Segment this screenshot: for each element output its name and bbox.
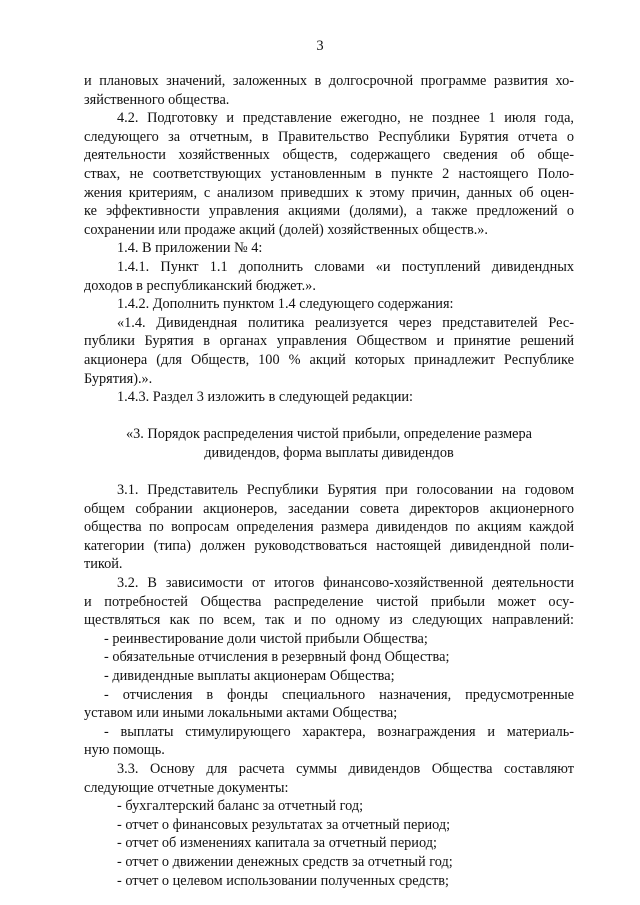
text-line: ке эффективности управления акциями (долями), а также предложений о: [84, 203, 574, 220]
text-line: 3.3. Основу для расчета суммы дивидендов Общества составляют: [117, 760, 574, 777]
list-item: - отчет об изменениях капитала за отчетный период;: [117, 835, 437, 852]
list-item: - отчет о движении денежных средств за отчетный год;: [117, 853, 453, 870]
text-line: следующего за отчетным, в Правительство Республики Бурятия отчета о: [84, 128, 574, 145]
text-line: общества по вопросам определения размера дивидендов по акциям каждой: [84, 519, 574, 536]
list-item: - бухгалтерский баланс за отчетный год;: [117, 798, 364, 815]
text-line: доходов в республиканский бюджет.».: [84, 277, 316, 294]
section-heading: «3. Порядок распределения чистой прибыли, определение размера: [125, 426, 533, 443]
text-line: 3.2. В зависимости от итогов финансово-хозяйственной деятельности: [117, 575, 574, 592]
list-item: - дивидендные выплаты акционерам Общества;: [104, 668, 395, 684]
list-item: - реинвестирование доли чистой прибыли Общества;: [104, 630, 428, 647]
text-line: тикой.: [84, 556, 123, 573]
text-line: ствах, не соответствующих установленным в пункте 2 настоящего Поло-: [84, 165, 574, 182]
list-item: - отчисления в фонды специального назначения, предусмотренные: [104, 686, 574, 703]
text-line: 1.4.1. Пункт 1.1 дополнить словами «и поступлений дивидендных: [117, 258, 574, 275]
text-line: Бурятия).».: [84, 370, 153, 387]
text-line: акционера (для Обществ, 100 % акций которых принадлежит Республике: [84, 351, 574, 368]
page-number: 3: [316, 38, 324, 54]
document-body: [84, 72, 574, 890]
text-line: деятельности хозяйственных обществ, содержащего сведения об обще-: [84, 147, 574, 164]
list-item: - отчет о целевом использовании полученных средств;: [117, 872, 449, 889]
list-item: - отчет о финансовых результатах за отчетный период;: [117, 816, 451, 833]
text-line: 4.2. Подготовку и представление ежегодно, не позднее 1 июля года,: [117, 110, 574, 127]
text-line: и потребностей Общества распределение чистой прибыли может осу-: [84, 593, 574, 610]
text-line: жения критериям, с анализом приведших к этому причин, данных об оцен-: [84, 184, 574, 201]
text-line: зяйственного общества.: [84, 91, 230, 108]
text-line: 1.4.2. Дополнить пунктом 1.4 следующего содержания:: [117, 296, 454, 313]
text-line: 3.1. Представитель Республики Бурятия при голосовании на годовом: [117, 482, 574, 499]
text-line: 1.4.3. Раздел 3 изложить в следующей редакции:: [117, 389, 414, 406]
text-line: ную помощь.: [84, 742, 165, 759]
text-line: уставом или иными локальными актами Общества;: [84, 705, 398, 722]
section-heading: дивидендов, форма выплаты дивидендов: [204, 444, 454, 461]
text-line: следующие отчетные документы:: [84, 779, 289, 796]
list-item: - выплаты стимулирующего характера, вознаграждения и материаль-: [104, 723, 574, 740]
text-line: сохранении или продаже акций (долей) хозяйственных обществ.».: [84, 221, 488, 238]
text-line: общем собрании акционеров, заседании совета директоров акционерного: [84, 500, 574, 517]
text-line: публики Бурятия в органах управления Обществом и принятие решений: [84, 333, 574, 350]
text-line: «1.4. Дивидендная политика реализуется через представителей Рес-: [117, 314, 574, 331]
text-line: 1.4. В приложении № 4:: [117, 240, 263, 257]
list-item: - обязательные отчисления в резервный фонд Общества;: [104, 649, 450, 666]
text-line: категории (типа) должен руководствоваться настоящей дивидендной поли-: [84, 537, 574, 554]
text-line: ществляться как по всем, так и по одному из следующих направлений:: [84, 612, 574, 629]
text-line: и плановых значений, заложенных в долгосрочной программе развития хо-: [84, 73, 574, 89]
